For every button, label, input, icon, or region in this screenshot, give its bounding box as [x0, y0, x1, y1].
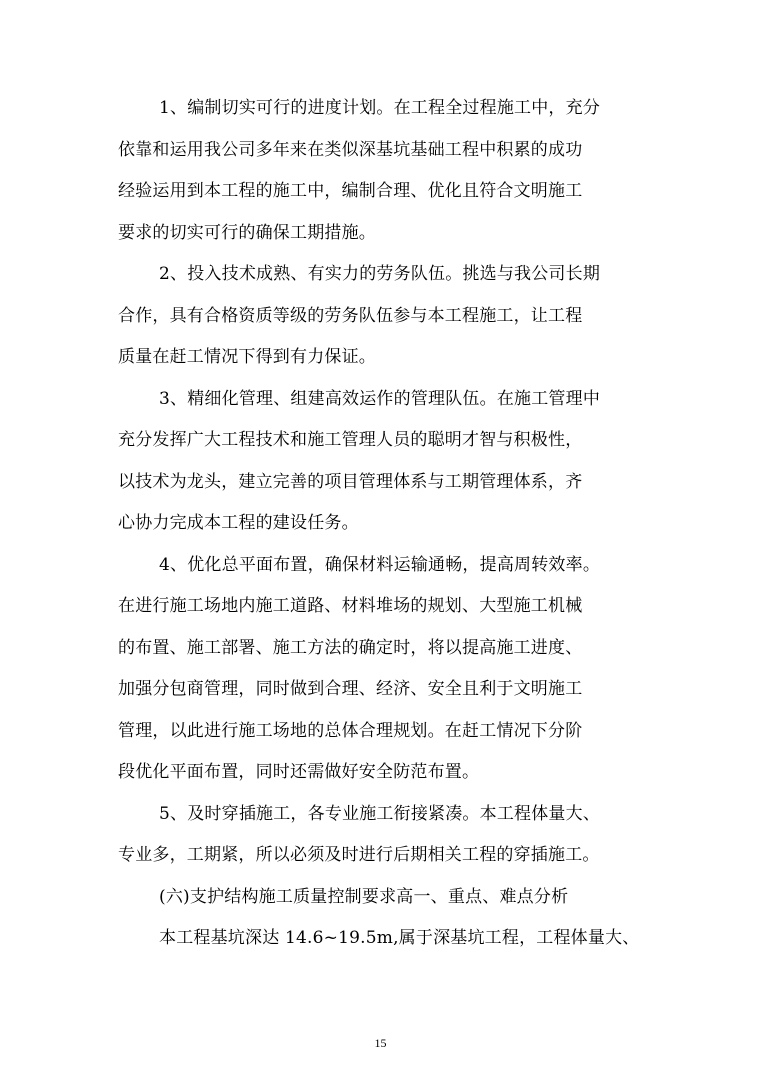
text-line: 要求的切实可行的确保工期措施。 [118, 222, 376, 243]
body-text [118, 88, 641, 960]
text-line: 3、精细化管理、组建高效运作的管理队伍。在施工管理中 [159, 388, 601, 409]
text-line: 充分发挥广大工程技术和施工管理人员的聪明才智与积极性， [118, 430, 583, 450]
text-line: 加强分包商管理，同时做到合理、经济、安全且利于文明施工 [118, 679, 583, 699]
text-line: 合作，具有合格资质等级的劳务队伍参与本工程施工，让工程 [118, 305, 583, 326]
text-line: 心协力完成本工程的建设任务。 [118, 513, 359, 533]
text-line: 专业多，工期紧，所以必须及时进行后期相关工程的穿插施工。 [118, 845, 600, 865]
text-line: 2、投入技术成熟、有实力的劳务队伍。挑选与我公司长期 [159, 264, 601, 284]
text-line: 4、优化总平面布置，确保材料运输通畅，提高周转效率。 [159, 554, 601, 575]
page-number: 15 [374, 1036, 387, 1050]
text-line: 管理，以此进行施工场地的总体合理规划。在赶工情况下分阶 [118, 720, 583, 741]
text-line: 5、及时穿插施工，各专业施工衔接紧凑。本工程体量大、 [159, 803, 601, 824]
text-line: 1、编制切实可行的进度计划。在工程全过程施工中，充分 [159, 98, 601, 118]
text-line: 段优化平面布置，同时还需做好安全防范布置。 [118, 762, 480, 782]
text-line: 经验运用到本工程的施工中，编制合理、优化且符合文明施工 [118, 181, 583, 201]
text-line: 质量在赶工情况下得到有力保证。 [118, 347, 376, 367]
text-line: 在进行施工场地内施工道路、材料堆场的规划、大型施工机械 [118, 596, 583, 616]
text-line: 本工程基坑深达 14.6~19.5m,属于深基坑工程，工程体量大、 [159, 928, 640, 948]
text-line: 以技术为龙头，建立完善的项目管理体系与工期管理体系，齐 [118, 471, 583, 492]
text-line: 依靠和运用我公司多年来在类似深基坑基础工程中积累的成功 [118, 139, 583, 160]
text-line: 的布置、施工部署、施工方法的确定时，将以提高施工进度、 [118, 637, 583, 658]
section-heading: (六)支护结构施工质量控制要求高一、重点、难点分析 [159, 886, 569, 907]
